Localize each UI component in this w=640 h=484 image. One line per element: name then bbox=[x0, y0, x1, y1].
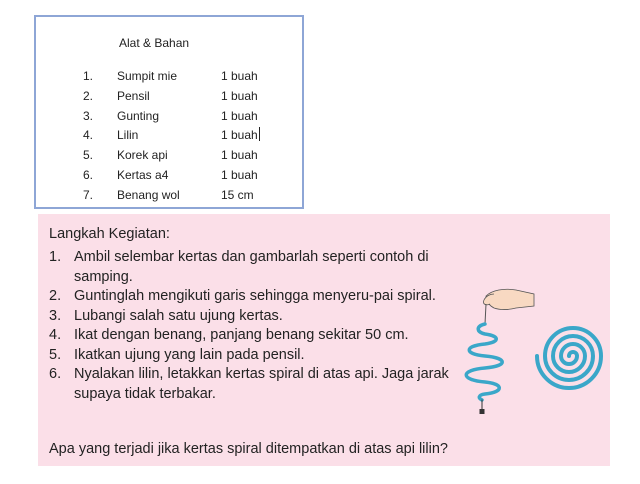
step-number: 6. bbox=[49, 366, 62, 382]
materials-item-number: 1. bbox=[83, 69, 94, 83]
step-number: 4. bbox=[49, 327, 62, 343]
materials-item-name: Pensil bbox=[117, 88, 150, 103]
materials-item-number: 2. bbox=[83, 88, 94, 103]
materials-item-qty: 15 cm bbox=[221, 187, 254, 202]
materials-item-number: 4. bbox=[83, 128, 94, 143]
step-text: Lubangi salah satu ujung kertas. bbox=[74, 307, 283, 324]
steps-panel bbox=[38, 214, 610, 466]
hanging-spiral-icon bbox=[466, 324, 502, 414]
question-text: Apa yang terjadi jika kertas spiral ditempatkan di atas api lilin? bbox=[49, 441, 448, 457]
steps-title: Langkah Kegiatan: bbox=[49, 226, 170, 242]
materials-item-qty-with-cursor[interactable] bbox=[221, 126, 260, 146]
materials-box bbox=[34, 15, 304, 209]
materials-item bbox=[83, 87, 260, 107]
step-item bbox=[49, 248, 449, 287]
materials-item-name: Korek api bbox=[117, 148, 168, 163]
illustration bbox=[442, 284, 610, 424]
step-text: Ikat dengan benang, panjang benang sekitar 50 cm. bbox=[74, 327, 409, 343]
step-item bbox=[49, 307, 449, 327]
materials-item bbox=[83, 107, 260, 127]
materials-item-name: Benang wol bbox=[117, 187, 180, 202]
step-item bbox=[49, 326, 449, 346]
step-number: 1. bbox=[49, 249, 62, 265]
materials-title: Alat & Bahan bbox=[119, 36, 190, 50]
materials-item-number: 6. bbox=[83, 167, 94, 182]
materials-item-number: 3. bbox=[83, 108, 94, 123]
materials-item-name: Gunting bbox=[117, 108, 160, 123]
materials-item bbox=[83, 146, 260, 166]
step-number: 5. bbox=[49, 346, 62, 363]
step-text: Nyalakan lilin, letakkan kertas spiral di atas api. Jaga jarak supaya tidak terbakar. bbox=[74, 366, 449, 402]
step-text: Guntinglah mengikuti garis sehingga menyeru-pai spiral. bbox=[74, 288, 436, 304]
materials-item-name: Sumpit mie bbox=[117, 69, 178, 83]
step-item bbox=[49, 365, 449, 404]
paper-spiral-icon bbox=[537, 328, 601, 388]
step-text: Ikatkan ujung yang lain pada pensil. bbox=[74, 346, 305, 363]
step-item bbox=[49, 287, 449, 307]
materials-list bbox=[83, 67, 260, 206]
materials-item-number: 7. bbox=[83, 187, 94, 202]
materials-item-qty: 1 buah bbox=[221, 69, 258, 83]
hand-holding-spiral-icon bbox=[483, 289, 534, 324]
materials-item-name: Lilin bbox=[117, 128, 139, 143]
materials-item-qty: 1 buah bbox=[221, 167, 258, 182]
step-item bbox=[49, 346, 449, 366]
materials-item bbox=[83, 186, 260, 206]
materials-item-qty: 1 buah bbox=[221, 128, 258, 143]
materials-item-name: Kertas a4 bbox=[117, 167, 169, 182]
materials-item bbox=[83, 67, 260, 87]
materials-item-number: 5. bbox=[83, 148, 94, 163]
materials-item-qty: 1 buah bbox=[221, 108, 258, 123]
text-cursor bbox=[259, 127, 260, 141]
materials-item bbox=[83, 126, 260, 146]
step-number: 3. bbox=[49, 307, 62, 324]
step-text: Ambil selembar kertas dan gambarlah seperti contoh di samping. bbox=[74, 249, 429, 285]
materials-item-qty: 1 buah bbox=[221, 88, 258, 103]
materials-item bbox=[83, 166, 260, 186]
materials-item-qty: 1 buah bbox=[221, 148, 258, 163]
step-number: 2. bbox=[49, 288, 62, 304]
steps-list bbox=[49, 248, 449, 404]
